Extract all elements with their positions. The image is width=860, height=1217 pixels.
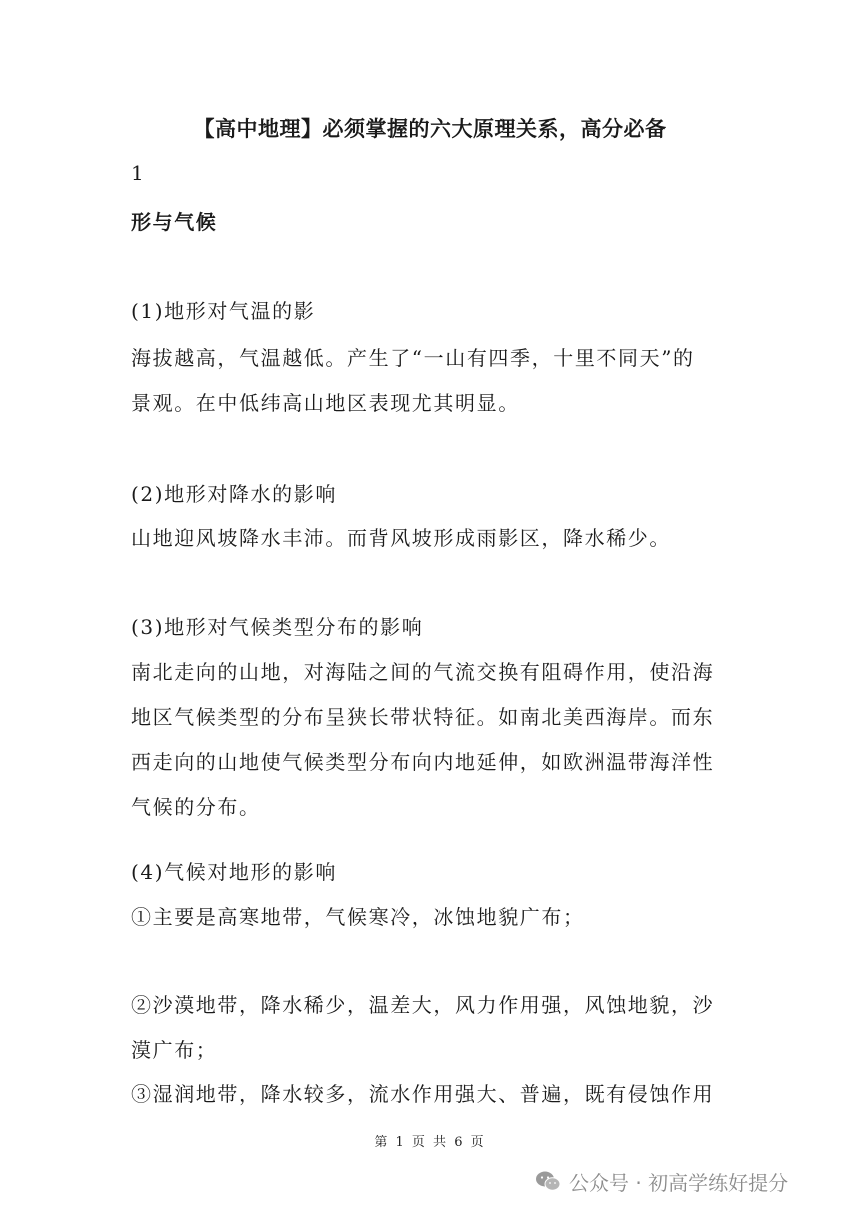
paragraph-line: 海拔越高，气温越低。产生了“一山有四季，十里不同天”的 (131, 346, 695, 370)
watermark-text: 公众号 · 初高学练好提分 (569, 1170, 789, 1195)
section-heading: 形与气候 (131, 210, 218, 234)
page-footer: 第 1 页 共 6 页 (374, 1135, 486, 1150)
paragraph-line: 山地迎风坡降水丰沛。而背风坡形成雨影区，降水稀少。 (131, 526, 671, 550)
paragraph-line: 西走向的山地使气候类型分布向内地延伸，如欧洲温带海洋性 (131, 750, 715, 774)
wechat-icon (535, 1170, 561, 1192)
watermark (535, 1163, 788, 1199)
list-item: ①主要是高寒地带，气候寒冷，冰蚀地貌广布； (131, 905, 585, 929)
paragraph-line: 南北走向的山地，对海陆之间的气流交换有阻碍作用，使沿海 (131, 660, 715, 684)
paragraph-line: 漠广布； (131, 1038, 218, 1062)
paragraph-line: 地区气候类型的分布呈狭长带状特征。如南北美西海岸。而东 (131, 705, 715, 729)
subheading-2: (2)地形对降水的影响 (131, 482, 337, 506)
page-title: 【高中地理】必须掌握的六大原理关系，高分必备 (193, 116, 667, 141)
subheading-3: (3)地形对气候类型分布的影响 (131, 615, 424, 639)
paragraph-line: 景观。在中低纬高山地区表现尤其明显。 (131, 391, 520, 415)
subheading-1: (1)地形对气温的影 (131, 299, 316, 323)
list-item: ③湿润地带，降水较多，流水作用强大、普遍，既有侵蚀作用 (131, 1082, 715, 1106)
subheading-4: (4)气候对地形的影响 (131, 860, 337, 884)
section-number: 1 (131, 161, 146, 185)
list-item: ②沙漠地带，降水稀少，温差大，风力作用强，风蚀地貌，沙 (131, 993, 715, 1017)
paragraph-line: 气候的分布。 (131, 795, 261, 819)
